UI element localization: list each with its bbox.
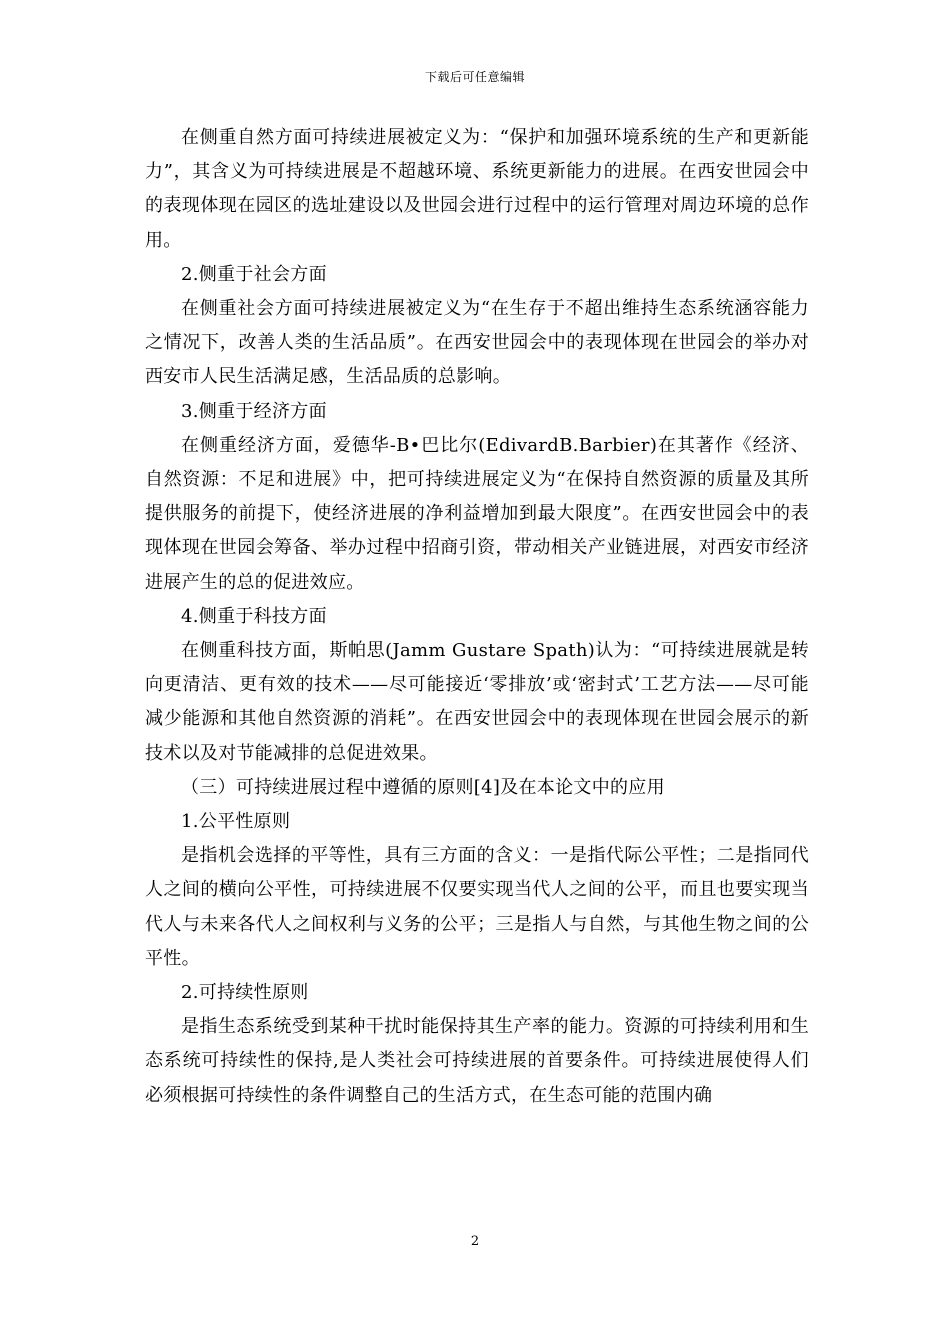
paragraph-social-definition: 在侧重社会方面可持续进展被定义为“在生存于不超出维持生态系统涵容能力之情况下，改善人类的生活品质”。在西安世园会中的表现体现在世园会的举办对西安市人民生活满足感，生活品质的总影响。 — [145, 298, 809, 388]
page-header: 下载后可任意编辑 — [424, 70, 525, 84]
subheading-sustainability: 2.可持续性原则 — [181, 982, 309, 1004]
subheading-social: 2.侧重于社会方面 — [181, 263, 327, 285]
subheading-technology: 4.侧重于科技方面 — [181, 605, 327, 627]
paragraph-economic-definition: 在侧重经济方面，爱德华-B•巴比尔(EdivardB.Barbier)在其著作《经济、自然资源：不足和进展》中，把可持续进展定义为“在保持自然资源的质量及其所提供服务的前提下，使经济进展的净利益增加到最大限度”。在西安世园会中的表现体现在世园会筹备、举办过程中招商引资，带动相关产业链进展，对西安市经济进展产生的总的促进效应。 — [145, 434, 809, 593]
section-heading-principles: （三）可持续进展过程中遵循的原则[4]及在本论文中的应用 — [181, 776, 665, 798]
paragraph-technology-definition: 在侧重科技方面，斯帕思(Jamm Gustare Spath)认为：“可持续进展就是转向更清洁、更有效的技术——尽可能接近‘零排放’或‘密封式’工艺方法——尽可能减少能源和其他自然资源的消耗”。在西安世园会中的表现体现在世园会展示的新技术以及对节能减排的总促进效果。 — [145, 640, 809, 764]
subheading-fairness: 1.公平性原则 — [181, 811, 291, 833]
subheading-economic: 3.侧重于经济方面 — [181, 400, 327, 422]
paragraph-fairness: 是指机会选择的平等性，具有三方面的含义：一是指代际公平性；二是指同代人之间的横向公平性，可持续进展不仅要实现当代人之间的公平，而且也要实现当代人与未来各代人之间权利与义务的公平；三是指人与自然，与其他生物之间的公平性。 — [145, 845, 809, 969]
body-text — [145, 121, 809, 1113]
page-number: 2 — [470, 1234, 480, 1249]
paragraph-sustainability: 是指生态系统受到某种干扰时能保持其生产率的能力。资源的可持续利用和生态系统可持续性的保持,是人类社会可持续进展的首要条件。可持续进展使得人们必须根据可持续性的条件调整自己的生活方式，在生态可能的范围内确 — [145, 1016, 809, 1106]
paragraph-nature-definition: 在侧重自然方面可持续进展被定义为：“保护和加强环境系统的生产和更新能力”，其含义为可持续进展是不超越环境、系统更新能力的进展。在西安世园会中的表现体现在园区的选址建设以及世园会进行过程中的运行管理对周边环境的总作用。 — [145, 127, 809, 251]
